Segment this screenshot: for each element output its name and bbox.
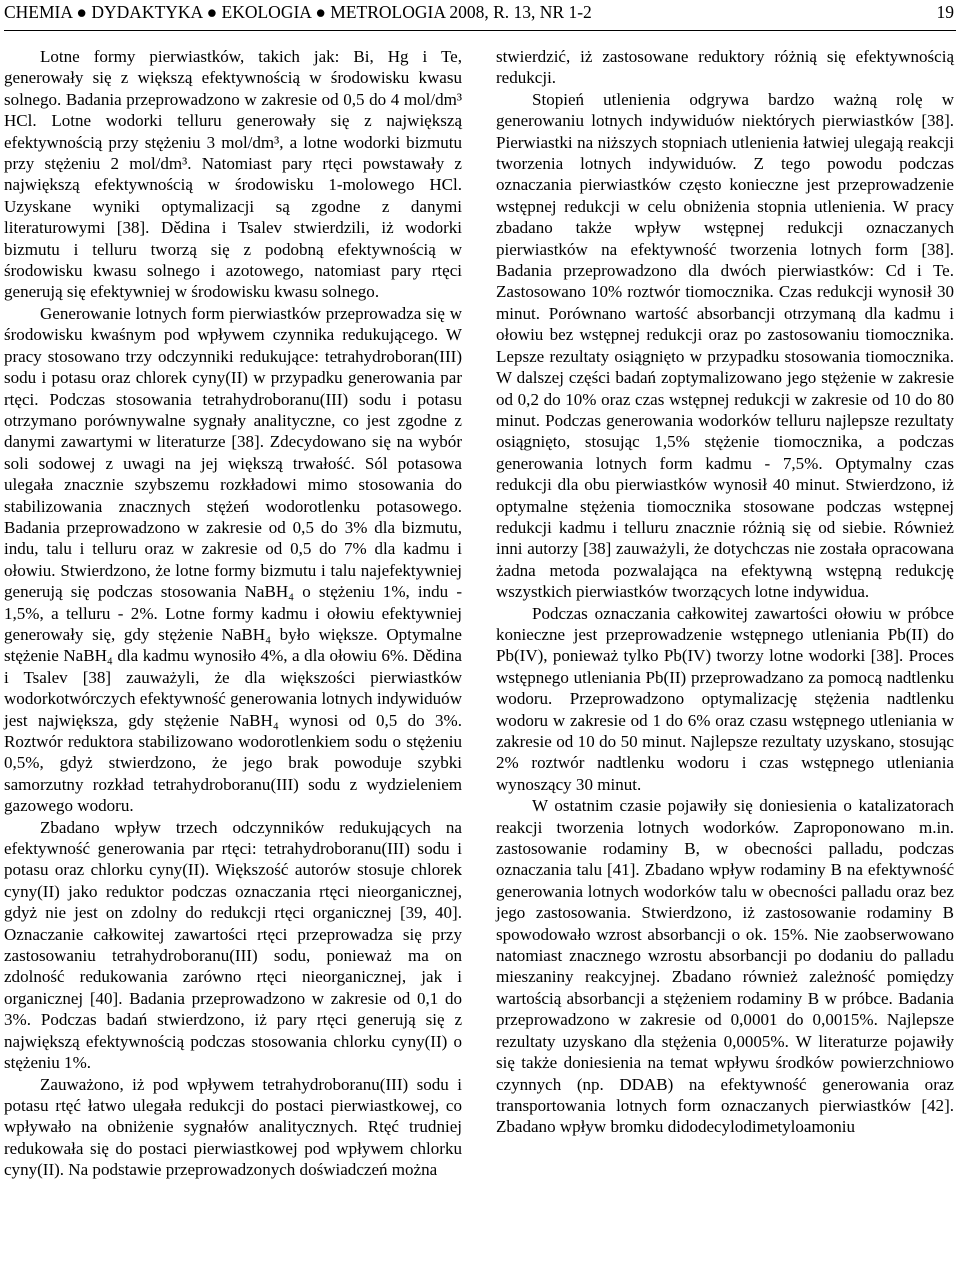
paragraph: Zauważono, iż pod wpływem tetrahydroboranu(III) sodu i potasu rtęć łatwo ulegała redukcji do postaci pierwiastkowej, co wpływało na obniżenie sygnałów analitycznych. Rtęć trudniej redukowała się do postaci pierwiastkowej pod wpływem chlorku cyny(II). Na podstawie przeprowadzonych doświadczeń można: [4, 1074, 462, 1180]
paragraph: W ostatnim czasie pojawiły się doniesienia o katalizatorach reakcji tworzenia lotnych wodorków. Zaproponowano m.in. zastosowanie rodaminy B, w obecności palladu, podczas oznaczania talu [41]. Zbadano wpływ rodaminy B na efektywność generowania lotnych wodorków talu w obecności palladu oraz bez jego zastosowania. Stwierdzono, iż zastosowanie rodaminy B spowodowało wzrost absorbancji o ok. 15%. Nie zaobserwowano natomiast znacznego wzrostu absorbancji po dodaniu do palladu mieszaniny reakcyjnej. Zbadano również zależność pomiędzy wartością absorbancji a stężeniem rodaminy B w próbce. Badania przeprowadzono w zakresie od 0,0001 do 0,0015%. Najlepsze rezultaty uzyskano dla stężenia 0,0005%. W literaturze pojawiły się także doniesienia na temat wpływu środków powierzchniowo czynnych (np. DDAB) na efektywność generowania oraz transportowania lotnych form oznaczanych pierwiastków [42]. Zbadano wpływ bromku didodecylodimetyloamoniu: [496, 796, 954, 1137]
paragraph: Generowanie lotnych form pierwiastków przeprowadza się w środowisku kwaśnym pod wpływem czynnika redukującego. W pracy stosowano trzy odczynniki redukujące: tetrahydroboran(III) sodu i potasu oraz chlorek cyny(II) w przypadku generowania par rtęci. Podczas stosowania tetrahydroboranu(III) sodu i potasu otrzymano porównywalne sygnały analityczne, co jest zgodne z danymi zawartymi w literaturze [38]. Zdecydowano się na wybór soli sodowej z uwagi na jej większą trwałość. Sól potasowa ulegała znacznie szybszemu rozkładowi mimo stosowania do stabilizowania znacznych stężeń wodorotlenku potasowego. Badania przeprowadzono w zakresie od 0,5 do 3% dla bizmutu, indu, talu i telluru oraz w zakresie od 0,5 do 7% dla kadmu i ołowiu. Stwierdzono, że lotne formy bizmutu i talu najefektywniej generują się podczas stosowania NaBH₄ o stężeniu 1%, indu - 1,5%, a telluru - 2%. Lotne formy kadmu i ołowiu efektywniej generowały się, gdy stężenie NaBH₄ było większe. Optymalne stężenie NaBH₄ dla kadmu wynosiło 4%, a dla ołowiu 6%. Dědina i Tsalev [38] zauważyli, że dla większości pierwiastków wodorkotwórczych efektywność generowania lotnych indywiduów jest największa, gdy stężenie NaBH₄ wynosi od 0,5 do 3%. Roztwór reduktora stabilizowano wodorotlenkiem sodu o stężeniu 0,5%, gdyż stwierdzono, że jego brak powoduje szybki samorzutny rozkład tetrahydroboranu(III) sodu z wydzieleniem gazowego wodoru.: [4, 303, 462, 816]
paragraph: Lotne formy pierwiastków, takich jak: Bi, Hg i Te, generowały się z większą efektywnością w środowisku kwasu solnego. Badania przeprowadzono w zakresie od 0,5 do 4 mol/dm³ HCl. Lotne wodorki telluru generowały się z największą efektywnością przy stężeniu 3 mol/dm³, a lotne wodorki bizmutu przy stężeniu 2 mol/dm³. Natomiast pary rtęci powstawały z największą efektywnością w środowisku 1-molowego HCl. Uzyskane wyniki optymalizacji są zgodne z danymi literaturowymi [38]. Dědina i Tsalev stwierdzili, iż wodorki bizmutu i telluru tworzą się z podobną efektywnością w środowisku kwasu solnego i azotowego, natomiast pary rtęci generują się efektywniej w środowisku kwasu solnego.: [4, 47, 462, 302]
journal-title: CHEMIA ● DYDAKTYKA ● EKOLOGIA ● METROLOGIA 2008, R. 13, NR 1-2: [4, 2, 592, 22]
paragraph: Zbadano wpływ trzech odczynników redukujących na efektywność generowania par rtęci: tetrahydroboranu(III) sodu i potasu oraz chlorku cyny(II). Większość autorów stosuje chlorek cyny(II) jako reduktor podczas oznaczania rtęci nieorganicznej, gdyż nie jest on zdolny do redukcji rtęci organicznej [39, 40]. Oznaczanie całkowitej zawartości rtęci przeprowadza się przy zastosowaniu tetrahydroboranu(III) sodu, ponieważ ma on zdolność redukowania zarówno rtęci nieorganicznej, jak i organicznej [40]. Badania przeprowadzono w zakresie od 0,1 do 3%. Podczas badań stwierdzono, iż pary rtęci generują się z największą efektywnością podczas stosowania chlorku cyny(II) o stężeniu 1%.: [4, 817, 462, 1073]
paragraph: Podczas oznaczania całkowitej zawartości ołowiu w próbce konieczne jest przeprowadzenie wstępnego utleniania Pb(II) do Pb(IV), ponieważ tylko Pb(IV) tworzy lotne wodorki [38]. Proces wstępnego utleniania Pb(II) przeprowadzano za pomocą nadtlenku wodoru. Przeprowadzono optymalizację stężenia nadtlenku wodoru w zakresie od 1 do 6% oraz czasu wstępnego utleniania w zakresie od 10 do 50 minut. Najlepsze rezultaty uzyskano, stosując 2% roztwór nadtlenku wodoru i czas wstępnego utleniania wynoszący 30 minut.: [496, 603, 954, 794]
running-header: [4, 0, 956, 31]
left-column: [4, 46, 462, 1181]
paragraph: stwierdzić, iż zastosowane reduktory różnią się efektywnością redukcji.: [496, 47, 954, 88]
right-column: [496, 46, 954, 1138]
page-number: 19: [936, 2, 954, 22]
paragraph: Stopień utlenienia odgrywa bardzo ważną rolę w generowaniu lotnych indywiduów niektórych pierwiastków [38]. Pierwiastki na niższych stopniach utlenienia łatwiej ulegają reakcji tworzenia lotnych indywiduów. Z tego powodu podczas oznaczania pierwiastków często konieczne jest przeprowadzenie wstępnej redukcji w celu obniżenia stopnia utlenienia. W pracy zbadano także wpływ wstępnej redukcji oznaczanych pierwiastków na efektywność tworzenia lotnych form [38]. Badania przeprowadzono dla dwóch pierwiastków: Cd i Te. Zastosowano 10% roztwór tiomocznika. Czas redukcji wynosił 30 minut. Porównano wartość absorbancji otrzymaną dla kadmu i ołowiu bez wstępnej redukcji oraz po zastosowaniu tiomocznika. Lepsze rezultaty osiągnięto w przypadku stosowania tiomocznika. W dalszej części badań zoptymalizowano jego stężenie w zakresie od 0,2 do 10% oraz czas wstępnej redukcji w zakresie od 10 do 80 minut. Podczas generowania wodorków telluru najlepsze rezultaty osiągnięto, stosując 1,5% stężenie tiomocznika, a podczas generowania lotnych form kadmu - 7,5%. Optymalny czas redukcji dla obu pierwiastków wynosił 40 minut. Stwierdzono, iż optymalne stężenia tiomocznika stosowane podczas wstępnej redukcji kadmu i telluru znacznie różnią się od siebie. Również inni autorzy [38] zauważyli, że dotychczas nie została opracowana żadna metoda pozwalająca na efektywną wstępną redukcję wszystkich pierwiastków tworzących lotne indywidua.: [496, 89, 954, 602]
